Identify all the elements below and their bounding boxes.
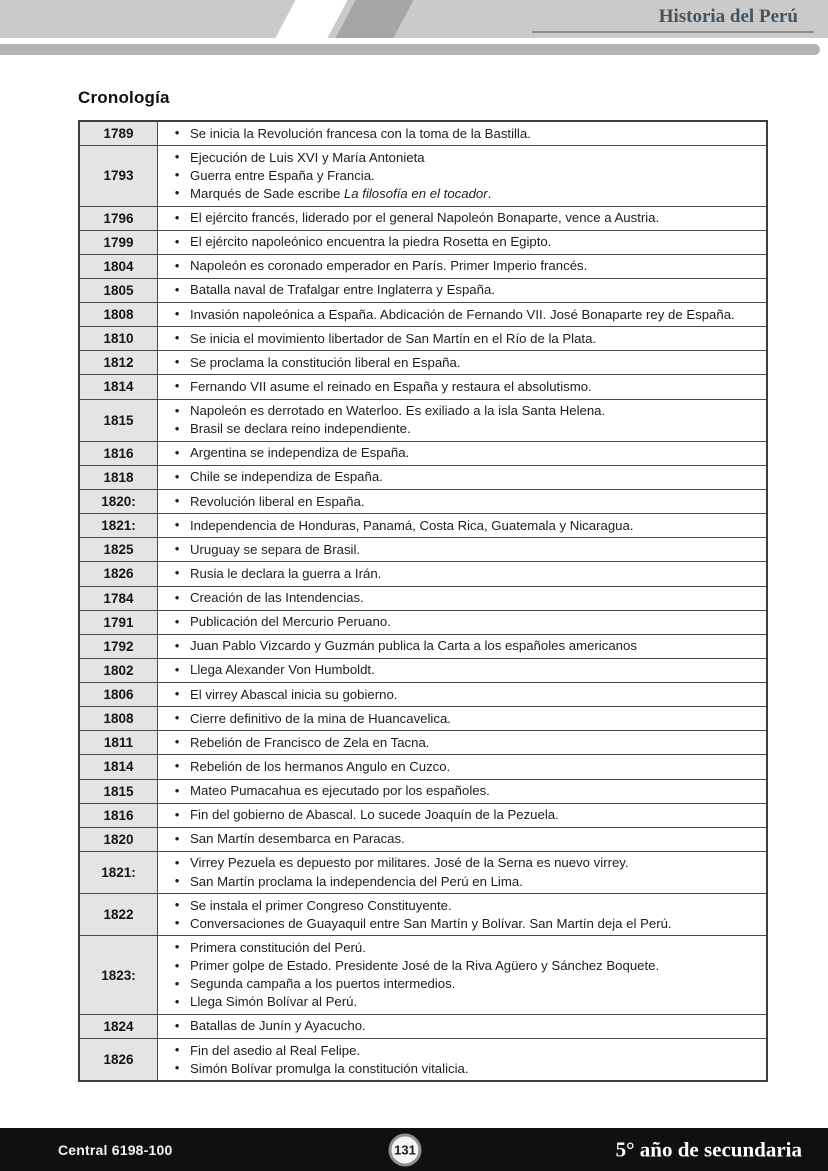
event-item [164, 565, 756, 582]
event-item [164, 421, 756, 438]
year-cell: 1796 [80, 207, 158, 230]
year-cell: 1821: [80, 514, 158, 537]
event-text: Chile se independiza de España. [190, 469, 383, 485]
bullet-icon: • [174, 565, 180, 581]
events-cell [158, 611, 766, 634]
event-item [164, 1060, 756, 1077]
event-text: Virrey Pezuela es depuesto por militares. José de la Serna es nuevo virrey. [190, 855, 629, 871]
bullet-icon: • [174, 589, 180, 605]
year-cell: 1823: [80, 936, 158, 1014]
event-text: Uruguay se separa de Brasil. [190, 541, 361, 557]
table-row [80, 537, 766, 561]
event-text: Segunda campaña a los puertos intermedios. [190, 976, 456, 992]
bullet-icon: • [174, 854, 180, 870]
bullet-icon: • [174, 873, 180, 888]
bullet-icon: • [174, 468, 180, 484]
events-cell [158, 303, 766, 326]
table-row [80, 935, 766, 1014]
event-item [164, 831, 756, 848]
event-text: Llega Alexander Von Humboldt. [190, 662, 375, 678]
events-cell [158, 562, 766, 585]
event-text: Conversaciones de Guayaquil entre San Martín y Bolívar. San Martín deja el Perú. [190, 915, 672, 931]
table-row [80, 682, 766, 706]
table-row [80, 350, 766, 374]
table-row [80, 206, 766, 230]
table-row [80, 441, 766, 465]
event-text: Invasión napoleónica a España. Abdicación de Fernando VII. José Bonaparte rey de España. [190, 306, 735, 322]
events-cell [158, 514, 766, 537]
event-text: Brasil se declara reino independiente. [190, 421, 411, 437]
events-cell [158, 327, 766, 350]
table-row [80, 586, 766, 610]
event-item [164, 493, 756, 510]
bullet-icon: • [174, 1017, 180, 1033]
bullet-icon: • [174, 1042, 180, 1057]
bullet-icon: • [174, 402, 180, 418]
events-cell [158, 828, 766, 851]
event-text: Se inicia el movimiento libertador de San Martín en el Río de la Plata. [190, 330, 597, 346]
events-cell [158, 255, 766, 278]
event-text: Batallas de Junín y Ayacucho. [190, 1018, 366, 1034]
table-row [80, 302, 766, 326]
table-row [80, 658, 766, 682]
event-text: Argentina se independiza de España. [190, 445, 410, 461]
event-text: Rebelión de los hermanos Angulo en Cuzco. [190, 758, 451, 774]
events-cell [158, 442, 766, 465]
year-cell: 1816 [80, 804, 158, 827]
event-item [164, 807, 756, 824]
events-cell [158, 707, 766, 730]
table-row [80, 610, 766, 634]
event-item [164, 354, 756, 371]
year-cell: 1793 [80, 146, 158, 205]
table-row [80, 851, 766, 893]
section-heading: Cronología [78, 88, 170, 107]
page-number-badge: 131 [389, 1133, 422, 1166]
event-text: Marqués de Sade escribe La filosofía en el tocador. [190, 185, 492, 201]
event-item [164, 638, 756, 655]
table-row [80, 230, 766, 254]
event-text: Revolución liberal en España. [190, 493, 365, 509]
bullet-icon: • [174, 957, 180, 973]
table-row [80, 278, 766, 302]
bullet-icon: • [174, 915, 180, 931]
event-item [164, 1018, 756, 1035]
bullet-icon: • [174, 758, 180, 774]
table-row [80, 754, 766, 778]
year-cell: 1808 [80, 303, 158, 326]
events-cell [158, 683, 766, 706]
table-row [80, 634, 766, 658]
bullet-icon: • [174, 541, 180, 557]
event-item [164, 330, 756, 347]
table-row [80, 827, 766, 851]
bullet-icon: • [174, 330, 180, 346]
table-row [80, 122, 766, 145]
event-item [164, 445, 756, 462]
event-text: El ejército napoleónico encuentra la piedra Rosetta en Egipto. [190, 234, 552, 250]
event-item [164, 125, 756, 142]
header-subbar [0, 44, 820, 55]
bullet-icon: • [174, 734, 180, 750]
bullet-icon: • [174, 233, 180, 249]
bullet-icon: • [174, 281, 180, 297]
footer-bar [0, 1128, 828, 1171]
bullet-icon: • [174, 939, 180, 955]
events-cell [158, 122, 766, 145]
bullet-icon: • [174, 257, 180, 273]
event-text: Primer golpe de Estado. Presidente José de la Riva Agüero y Sánchez Boquete. [190, 958, 660, 973]
event-text: Se inicia la Revolución francesa con la toma de la Bastilla. [190, 125, 531, 141]
year-cell: 1799 [80, 231, 158, 254]
event-text: Rusia le declara la guerra a Irán. [190, 565, 382, 581]
bullet-icon: • [174, 125, 180, 140]
year-cell: 1824 [80, 1015, 158, 1038]
header-underline [532, 31, 814, 33]
events-cell [158, 207, 766, 230]
bullet-icon: • [174, 1060, 180, 1076]
events-cell [158, 1039, 766, 1080]
table-row [80, 561, 766, 585]
header-band [0, 0, 828, 38]
year-cell: 1814 [80, 755, 158, 778]
event-text: Guerra entre España y Francia. [190, 167, 375, 183]
event-item [164, 976, 756, 993]
year-cell: 1826 [80, 1039, 158, 1080]
event-item [164, 710, 756, 727]
year-cell: 1808 [80, 707, 158, 730]
event-item [164, 306, 756, 323]
event-item [164, 994, 756, 1011]
event-text: Simón Bolívar promulga la constitución vitalicia. [190, 1060, 469, 1076]
event-text: Rebelión de Francisco de Zela en Tacna. [190, 734, 430, 750]
diagonal-stripe-dark [332, 0, 416, 38]
event-item [164, 378, 756, 395]
bullet-icon: • [174, 167, 180, 183]
bullet-icon: • [174, 420, 180, 436]
bullet-icon: • [174, 209, 180, 225]
bullet-icon: • [174, 710, 180, 726]
events-cell [158, 351, 766, 374]
events-cell [158, 466, 766, 489]
event-item [164, 149, 756, 166]
table-row [80, 1014, 766, 1038]
event-item [164, 614, 756, 631]
event-text: Publicación del Mercurio Peruano. [190, 614, 391, 630]
bullet-icon: • [174, 686, 180, 701]
year-cell: 1820: [80, 490, 158, 513]
year-cell: 1822 [80, 894, 158, 935]
event-text: Creación de las Intendencias. [190, 590, 364, 605]
event-item [164, 167, 756, 184]
event-text: El ejército francés, liderado por el general Napoleón Bonaparte, vence a Austria. [190, 210, 660, 225]
event-item [164, 541, 756, 558]
year-cell: 1825 [80, 538, 158, 561]
bullet-icon: • [174, 661, 180, 677]
event-item [164, 282, 756, 299]
events-cell [158, 804, 766, 827]
event-text: San Martín desembarca en Paracas. [190, 831, 405, 847]
event-item [164, 897, 756, 914]
event-text: Cierre definitivo de la mina de Huancavelica. [190, 710, 451, 726]
bullet-icon: • [174, 378, 180, 394]
bullet-icon: • [174, 444, 180, 460]
event-text: San Martín proclama la independencia del Perú en Lima. [190, 873, 523, 889]
bullet-icon: • [174, 149, 180, 165]
event-item [164, 210, 756, 227]
year-cell: 1826 [80, 562, 158, 585]
table-row [80, 254, 766, 278]
event-text: Ejecución de Luis XVI y María Antonieta [190, 149, 425, 165]
year-cell: 1814 [80, 375, 158, 398]
chronology-table [78, 120, 768, 1082]
year-cell: 1784 [80, 587, 158, 610]
table-row [80, 893, 766, 935]
event-text: El virrey Abascal inicia su gobierno. [190, 686, 398, 702]
table-row [80, 399, 766, 441]
events-cell [158, 400, 766, 441]
bullet-icon: • [174, 782, 180, 798]
event-item [164, 234, 756, 251]
year-cell: 1811 [80, 731, 158, 754]
event-text: Se proclama la constitución liberal en España. [190, 354, 461, 370]
events-cell [158, 659, 766, 682]
event-text: Batalla naval de Trafalgar entre Inglaterra y España. [190, 282, 495, 298]
table-row [80, 489, 766, 513]
table-row [80, 326, 766, 350]
event-item [164, 758, 756, 775]
events-cell [158, 146, 766, 205]
year-cell: 1791 [80, 611, 158, 634]
table-row [80, 803, 766, 827]
events-cell [158, 1015, 766, 1038]
bullet-icon: • [174, 897, 180, 913]
event-item [164, 1042, 756, 1059]
event-text: Primera constitución del Perú. [190, 939, 366, 955]
table-row [80, 1038, 766, 1080]
event-item [164, 855, 756, 872]
event-text: Fin del asedio al Real Felipe. [190, 1042, 361, 1058]
event-text: Independencia de Honduras, Panamá, Costa Rica, Guatemala y Nicaragua. [190, 517, 634, 533]
bullet-icon: • [174, 806, 180, 822]
bullet-icon: • [174, 493, 180, 508]
events-cell [158, 587, 766, 610]
page-title: Historia del Perú [658, 6, 798, 27]
event-item [164, 662, 756, 679]
table-row [80, 145, 766, 205]
event-text: Juan Pablo Vizcardo y Guzmán publica la Carta a los españoles americanos [190, 638, 637, 654]
year-cell: 1792 [80, 635, 158, 658]
table-row [80, 730, 766, 754]
year-cell: 1815 [80, 780, 158, 803]
events-cell [158, 755, 766, 778]
year-cell: 1810 [80, 327, 158, 350]
bullet-icon: • [174, 517, 180, 533]
events-cell [158, 936, 766, 1014]
year-cell: 1806 [80, 683, 158, 706]
year-cell: 1816 [80, 442, 158, 465]
event-item [164, 590, 756, 607]
table-row [80, 465, 766, 489]
events-cell [158, 375, 766, 398]
event-text: Napoleón es coronado emperador en París. Primer Imperio francés. [190, 258, 588, 274]
year-cell: 1805 [80, 279, 158, 302]
year-cell: 1818 [80, 466, 158, 489]
event-text: Se instala el primer Congreso Constituyente. [190, 897, 452, 913]
year-cell: 1802 [80, 659, 158, 682]
bullet-icon: • [174, 613, 180, 629]
year-cell: 1812 [80, 351, 158, 374]
event-item [164, 185, 756, 202]
footer-code: Central 6198-100 [58, 1141, 173, 1158]
bullet-icon: • [174, 306, 180, 321]
events-cell [158, 780, 766, 803]
event-text: Fernando VII asume el reinado en España y restaura el absolutismo. [190, 378, 592, 394]
event-item [164, 403, 756, 420]
bullet-icon: • [174, 975, 180, 991]
table-row [80, 706, 766, 730]
year-cell: 1789 [80, 122, 158, 145]
events-cell [158, 279, 766, 302]
event-text: Napoleón es derrotado en Waterloo. Es exiliado a la isla Santa Helena. [190, 403, 606, 418]
event-item [164, 783, 756, 800]
table-row [80, 374, 766, 398]
year-cell: 1804 [80, 255, 158, 278]
bullet-icon: • [174, 993, 180, 1009]
events-cell [158, 852, 766, 893]
event-item [164, 517, 756, 534]
chronology-table-body [80, 122, 766, 1080]
event-item [164, 686, 756, 703]
event-item [164, 958, 756, 975]
bullet-icon: • [174, 830, 180, 846]
event-text: Fin del gobierno de Abascal. Lo sucede Joaquín de la Pezuela. [190, 807, 559, 823]
event-item [164, 734, 756, 751]
event-text: Mateo Pumacahua es ejecutado por los españoles. [190, 783, 490, 798]
events-cell [158, 231, 766, 254]
event-item [164, 939, 756, 956]
year-cell: 1815 [80, 400, 158, 441]
footer-grade-label: 5° año de secundaria [615, 1137, 802, 1161]
bullet-icon: • [174, 354, 180, 370]
events-cell [158, 538, 766, 561]
table-row [80, 513, 766, 537]
year-cell: 1821: [80, 852, 158, 893]
year-cell: 1820 [80, 828, 158, 851]
bullet-icon: • [174, 185, 180, 201]
table-row [80, 779, 766, 803]
event-item [164, 915, 756, 932]
bullet-icon: • [174, 637, 180, 653]
event-item [164, 469, 756, 486]
event-text: Llega Simón Bolívar al Perú. [190, 994, 358, 1010]
event-item [164, 873, 756, 890]
event-item [164, 258, 756, 275]
events-cell [158, 635, 766, 658]
events-cell [158, 894, 766, 935]
events-cell [158, 731, 766, 754]
events-cell [158, 490, 766, 513]
